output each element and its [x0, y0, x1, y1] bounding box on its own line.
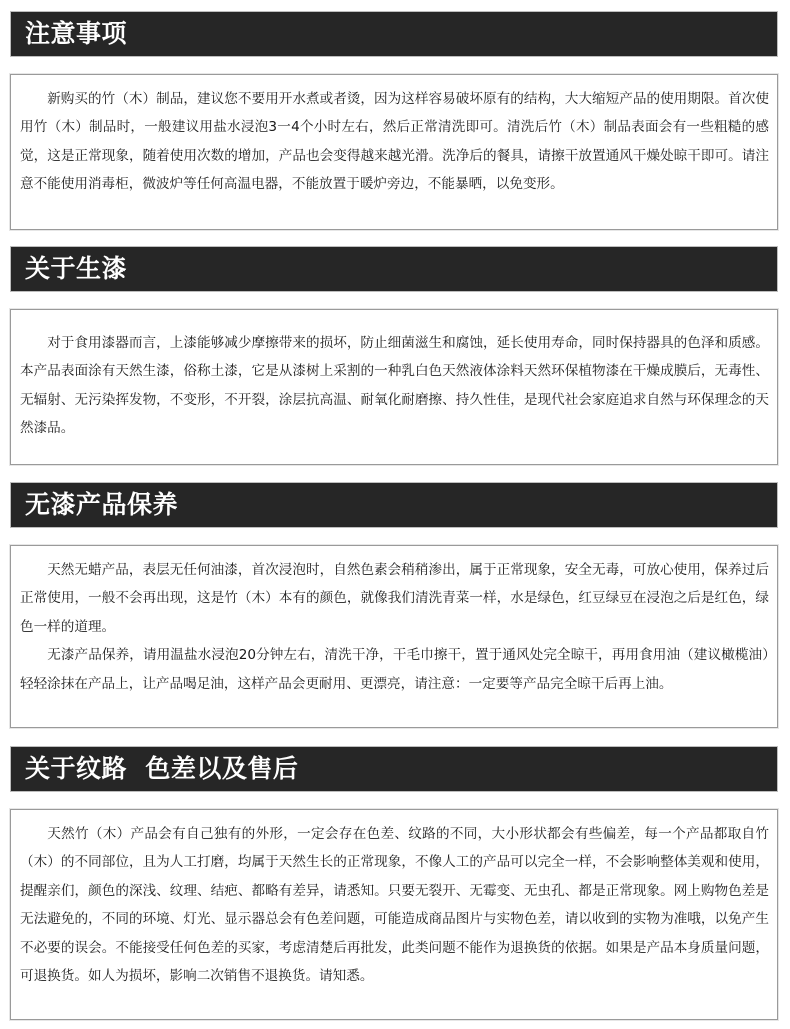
paragraph: 天然竹（木）产品会有自己独有的外形，一定会存在色差、纹路的不同，大小形状都会有些偏差，每一个产品都取自竹（木）的不同部位，且为人工打磨，均属于天然生长的正常现象，不像人工的产品可以完全一样，不会影响整体美观和使用，提醒亲们，颜色的深浅、纹理、结疤、都略有差异，请悉知。只要无裂开、无霉变、无虫孔、都是正常现象。网上购物色差是无法避免的，不同的环境、灯光、显示器总会有色差问题，可能造成商品图片与实物色差，请以收到的实物为准哦，以免产生不必要的误会。不能接受任何色差的买家，考虑清楚后再批发，此类问题不能作为退换货的依据。如果是产品本身质量问题，可退换货。如人为损坏，影响二次销售不退换货。请知悉。: [20, 826, 769, 985]
paragraph: 对于食用漆器而言，上漆能够减少摩擦带来的损坏，防止细菌滋生和腐蚀，延长使用寿命，同时保持器具的色泽和质感。本产品表面涂有天然生漆，俗称土漆，它是从漆树上采割的一种乳白色天然液体涂料天然环保植物漆在干燥成膜后，无毒性、无辐射、无污染挥发物，不变形，不开裂，涂层抗高温、耐氧化耐磨擦、持久性佳，是现代社会家庭追求自然与环保理念的天然漆品。: [20, 335, 769, 437]
section-title: 无漆产品保养: [25, 490, 179, 519]
section-body-raw-lacquer: [10, 309, 778, 465]
section-header-raw-lacquer: [10, 246, 778, 292]
section-header-unlacquered-care: [10, 482, 778, 528]
section-header-grain-color-aftersales: [10, 746, 778, 792]
section-header-notes: [10, 11, 778, 57]
section-body-notes: [10, 74, 778, 230]
section-body-grain-color-aftersales: [10, 809, 778, 1020]
section-body-unlacquered-care: [10, 545, 778, 728]
paragraph: 无漆产品保养，请用温盐水浸泡20分钟左右，清洗干净，干毛巾擦干，置于通风处完全晾干，再用食用油（建议橄榄油）轻轻涂抹在产品上，让产品喝足油，这样产品会更耐用、更漂亮，请注意：一定要等产品完全晾干后再上油。: [20, 647, 769, 692]
section-title: 关于纹路 色差以及售后: [25, 754, 299, 783]
paragraph: 新购买的竹（木）制品，建议您不要用开水煮或者烫，因为这样容易破坏原有的结构，大大缩短产品的使用期限。首次使用竹（木）制品时，一般建议用盐水浸泡3一4个小时左右，然后正常清洗即可。清洗后竹（木）制品表面会有一些粗糙的感觉，这是正常现象，随着使用次数的增加，产品也会变得越来越光滑。洗净后的餐具，请擦干放置通风干燥处晾干即可。请注意不能使用消毒柜，微波炉等任何高温电器，不能放置于暖炉旁边，不能暴晒，以免变形。: [20, 91, 769, 193]
section-title: 关于生漆: [25, 254, 128, 283]
section-title: 注意事项: [25, 19, 128, 48]
paragraph: 天然无蜡产品，表层无任何油漆，首次浸泡时，自然色素会稍稍渗出，属于正常现象，安全无毒，可放心使用，保养过后正常使用，一般不会再出现，这是竹（木）本有的颜色，就像我们清洗青菜一样，水是绿色，红豆绿豆在浸泡之后是红色，绿色一样的道理。: [20, 562, 769, 635]
